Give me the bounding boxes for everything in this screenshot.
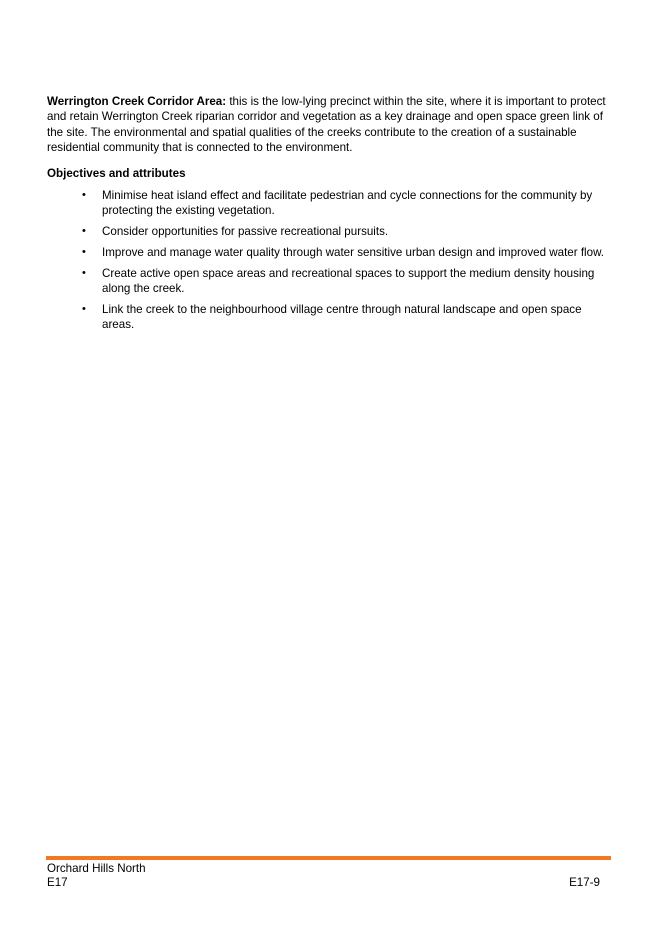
intro-paragraph: [47, 94, 613, 155]
list-item-text: Consider opportunities for passive recreational pursuits.: [102, 225, 389, 238]
footer-section-code: E17: [47, 876, 68, 889]
bullet-icon: •: [82, 189, 86, 201]
objectives-heading: Objectives and attributes: [47, 167, 186, 180]
footer-document-title: Orchard Hills North: [47, 862, 146, 875]
footer-page-number: E17-9: [569, 876, 600, 889]
list-item: [47, 224, 613, 239]
bullet-icon: •: [82, 303, 86, 315]
intro-body-text: this is the low-lying precinct within the site, where it is important to protect and retain Werrington Creek riparian corridor and vegetation as a key drainage and open space green link of the site. The environmental and spatial qualities of the creeks contribute to the creation of a sustainable residential community that is connected to the environment.: [47, 95, 606, 154]
list-item-text: Improve and manage water quality through water sensitive urban design and improved water flow.: [102, 246, 605, 259]
list-item: [47, 245, 613, 260]
bullet-icon: •: [82, 246, 86, 258]
list-item-text: Minimise heat island effect and facilitate pedestrian and cycle connections for the community by protecting the existing vegetation.: [102, 189, 593, 217]
footer-divider: [46, 856, 611, 860]
footer-left: [47, 862, 146, 890]
intro-lead-term: Werrington Creek Corridor Area:: [47, 95, 227, 108]
bullet-icon: •: [82, 267, 86, 279]
bullet-icon: •: [82, 225, 86, 237]
list-item: [47, 266, 613, 296]
list-item-text: Create active open space areas and recreational spaces to support the medium density housing along the creek.: [102, 267, 595, 295]
list-item-text: Link the creek to the neighbourhood village centre through natural landscape and open space areas.: [102, 303, 582, 331]
list-item: [47, 188, 613, 218]
list-item: [47, 302, 613, 332]
objectives-list: [47, 188, 613, 338]
